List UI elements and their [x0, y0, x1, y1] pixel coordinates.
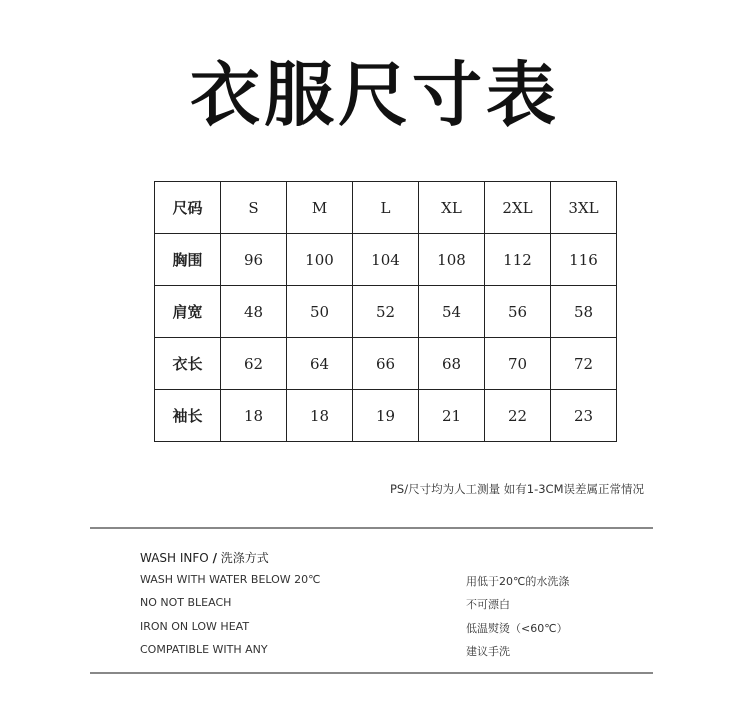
header-cell: 2XL	[485, 182, 551, 234]
table-cell: 58	[551, 286, 617, 338]
header-cell: S	[221, 182, 287, 234]
table-cell: 50	[287, 286, 353, 338]
table-cell: 100	[287, 234, 353, 286]
wash-instruction-en: WASH WITH WATER BELOW 20℃	[140, 573, 321, 586]
table-row	[155, 286, 617, 338]
row-label: 肩宽	[155, 286, 221, 338]
wash-instruction-cn: 不可漂白	[466, 598, 510, 611]
wash-instruction-en: COMPATIBLE WITH ANY	[140, 643, 268, 656]
wash-instruction-cn: 用低于20℃的水洗涤	[466, 575, 570, 588]
wash-info-title	[140, 549, 269, 566]
table-header-row	[155, 182, 617, 234]
row-label: 袖长	[155, 390, 221, 442]
table-cell: 112	[485, 234, 551, 286]
measurement-note: PS/尺寸均为人工测量 如有1-3CM误差属正常情况	[390, 482, 644, 496]
table-cell: 19	[353, 390, 419, 442]
table-cell: 22	[485, 390, 551, 442]
table-row	[155, 390, 617, 442]
table-cell: 18	[287, 390, 353, 442]
header-cell: L	[353, 182, 419, 234]
table-cell: 62	[221, 338, 287, 390]
table-cell: 21	[419, 390, 485, 442]
header-cell: M	[287, 182, 353, 234]
table-cell: 56	[485, 286, 551, 338]
table-cell: 70	[485, 338, 551, 390]
table-cell: 72	[551, 338, 617, 390]
table-row	[155, 234, 617, 286]
table-row	[155, 338, 617, 390]
size-table	[154, 181, 617, 442]
divider-bottom	[90, 672, 653, 674]
wash-instruction-en: IRON ON LOW HEAT	[140, 620, 250, 633]
row-label: 衣长	[155, 338, 221, 390]
wash-title-separator: /	[212, 551, 217, 565]
wash-instruction-cn: 建议手洗	[466, 645, 510, 658]
table-cell: 68	[419, 338, 485, 390]
header-cell: 3XL	[551, 182, 617, 234]
table-cell: 54	[419, 286, 485, 338]
table-cell: 96	[221, 234, 287, 286]
divider-top	[90, 527, 653, 529]
table-cell: 108	[419, 234, 485, 286]
row-label: 胸围	[155, 234, 221, 286]
table-cell: 18	[221, 390, 287, 442]
table-cell: 104	[353, 234, 419, 286]
table-cell: 116	[551, 234, 617, 286]
header-cell: XL	[419, 182, 485, 234]
table-cell: 23	[551, 390, 617, 442]
page-title: 衣服尺寸表	[190, 54, 560, 136]
table-cell: 64	[287, 338, 353, 390]
table-cell: 52	[353, 286, 419, 338]
table-cell: 66	[353, 338, 419, 390]
wash-instruction-en: NO NOT BLEACH	[140, 596, 232, 609]
table-cell: 48	[221, 286, 287, 338]
wash-title-en: WASH INFO	[140, 551, 209, 565]
wash-title-cn: 洗涤方式	[220, 551, 269, 565]
wash-instruction-cn: 低温熨烫（<60℃）	[466, 622, 568, 635]
header-cell: 尺码	[155, 182, 221, 234]
